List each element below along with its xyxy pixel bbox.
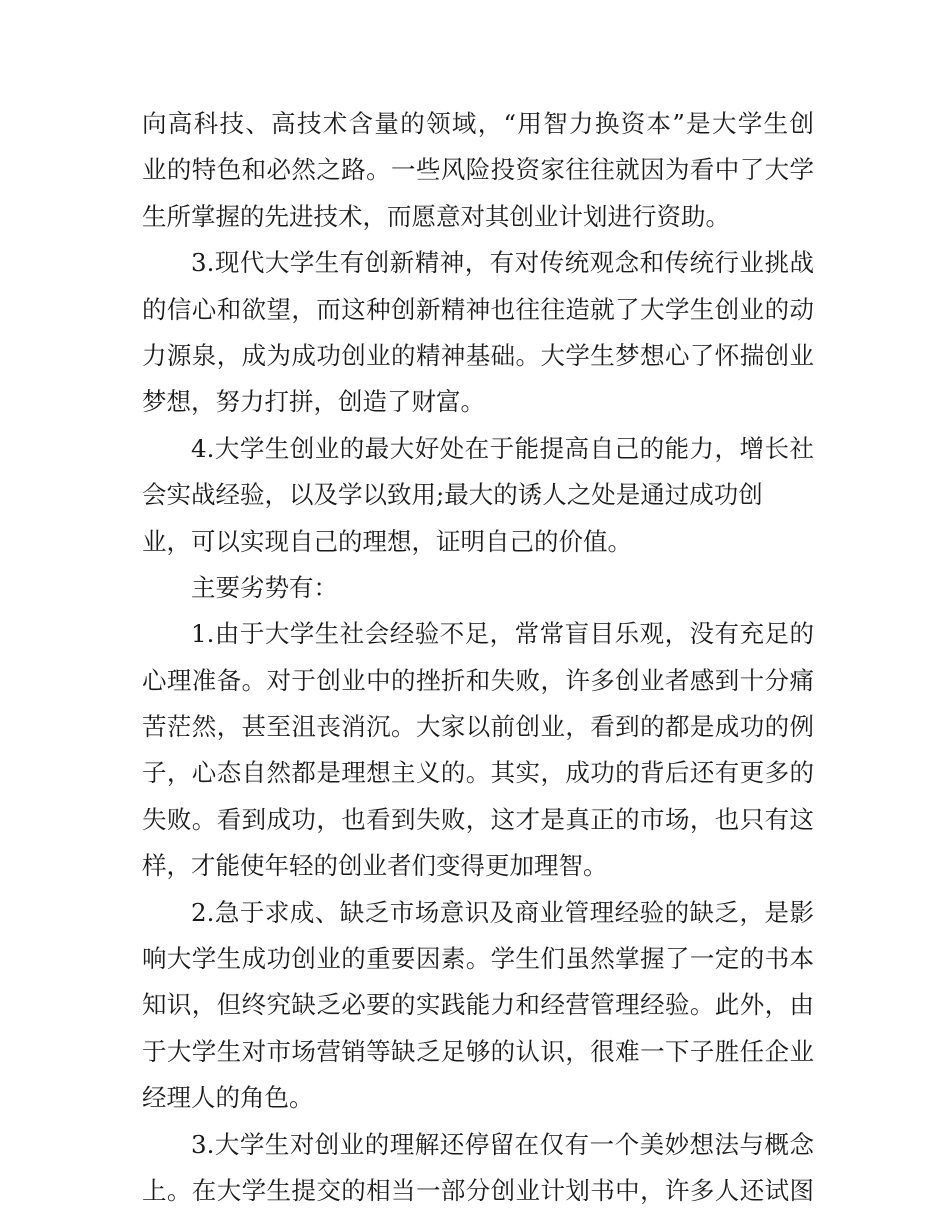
text-line: 上。在大学生提交的相当一部分创业计划书中，许多人还试图 xyxy=(142,1175,814,1205)
text-line: 业，可以实现自己的理想，证明自己的价值。 xyxy=(142,526,632,556)
text-line: 3.大学生对创业的理解还停留在仅有一个美妙想法与概念 xyxy=(191,1129,814,1159)
text-line: 于大学生对市场营销等缺乏足够的认识，很难一下子胜任企业 xyxy=(142,1036,814,1066)
text-line: 会实战经验，以及学以致用;最大的诱人之处是通过成功创 xyxy=(142,480,763,510)
text-line: 主要劣势有： xyxy=(191,572,338,602)
text-line: 知识，但终究缺乏必要的实践能力和经营管理经验。此外，由 xyxy=(142,990,814,1020)
text-line: 经理人的角色。 xyxy=(142,1083,314,1113)
text-line: 1.由于大学生社会经验不足，常常盲目乐观，没有充足的 xyxy=(191,619,814,649)
document-body xyxy=(142,101,814,1214)
text-line: 的信心和欲望，而这种创新精神也往往造就了大学生创业的动 xyxy=(142,294,814,324)
text-line: 子，心态自然都是理想主义的。其实，成功的背后还有更多的 xyxy=(142,758,814,788)
text-line: 心理准备。对于创业中的挫折和失败，许多创业者感到十分痛 xyxy=(142,665,814,695)
text-line: 苦茫然，甚至沮丧消沉。大家以前创业，看到的都是成功的例 xyxy=(142,712,814,742)
text-line: 失败。看到成功，也看到失败，这才是真正的市场，也只有这 xyxy=(142,804,814,834)
text-line: 业的特色和必然之路。一些风险投资家往往就因为看中了大学 xyxy=(142,155,814,185)
text-line: 3.现代大学生有创新精神，有对传统观念和传统行业挑战 xyxy=(191,248,814,278)
text-line: 梦想，努力打拼，创造了财富。 xyxy=(142,387,485,417)
text-line: 2.急于求成、缺乏市场意识及商业管理经验的缺乏，是影 xyxy=(191,897,814,927)
text-line: 生所掌握的先进技术，而愿意对其创业计划进行资助。 xyxy=(142,201,730,231)
text-line: 向高科技、高技术含量的领域，“用智力换资本”是大学生创 xyxy=(142,109,814,138)
text-line: 力源泉，成为成功创业的精神基础。大学生梦想心了怀揣创业 xyxy=(142,340,814,370)
text-line: 响大学生成功创业的重要因素。学生们虽然掌握了一定的书本 xyxy=(142,944,814,974)
text-line: 样，才能使年轻的创业者们变得更加理智。 xyxy=(142,851,608,881)
text-line: 4.大学生创业的最大好处在于能提高自己的能力，增长社 xyxy=(191,433,814,463)
